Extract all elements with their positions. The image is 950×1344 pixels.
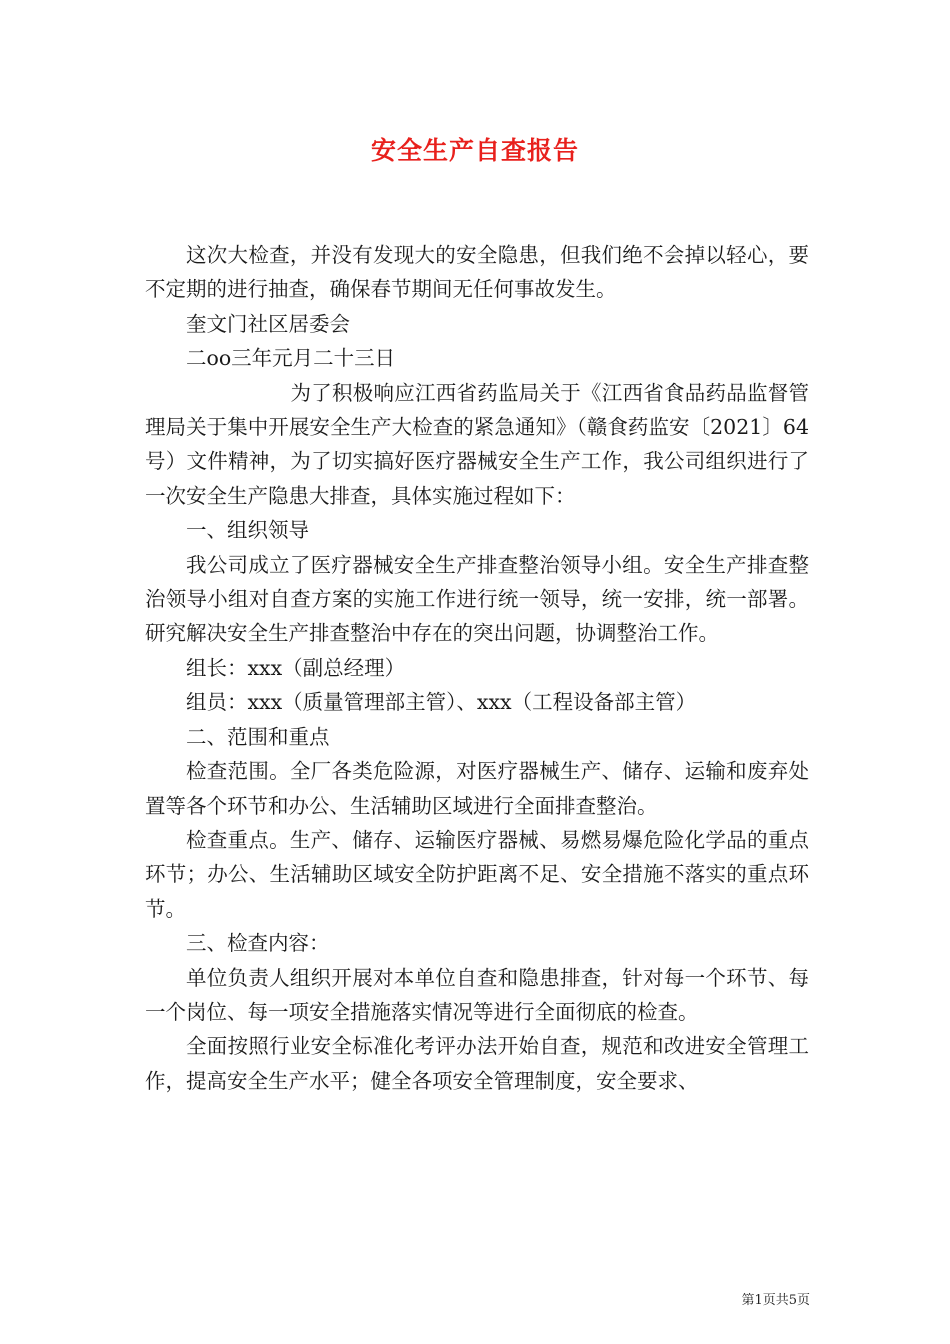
paragraph-conclusion: 这次大检查，并没有发现大的安全隐患，但我们绝不会掉以轻心，要不定期的进行抽查，确保春节期间无任何事故发生。	[145, 243, 809, 302]
page-number: 第1页共5页	[741, 1293, 810, 1308]
paragraph-key-points: 检查重点。生产、储存、运输医疗器械、易燃易爆危险化学品的重点环节；办公、生活辅助区域安全防护距离不足、安全措施不落实的重点环节。	[145, 827, 809, 921]
paragraph-signature-org: 奎文门社区居委会	[186, 311, 350, 336]
paragraph-signature-date: 二oo三年元月二十三日	[186, 346, 396, 371]
paragraph-standards: 全面按照行业安全标准化考评办法开始自查，规范和改进安全管理工作，提高安全生产水平；健全各项安全管理制度，安全要求、	[145, 1034, 809, 1093]
paragraph-intro: 为了积极响应江西省药监局关于《江西省食品药品监督管理局关于集中开展安全生产大检查的紧急通知》（赣食药监安〔2021〕64号）文件精神，为了切实搞好医疗器械安全生产工作，我公司组织进行了一次安全生产隐患大排查，具体实施过程如下：	[145, 380, 809, 508]
section-heading-organization: 一、组织领导	[186, 518, 309, 543]
paragraph-team-leader: 组长：xxx（副总经理）	[186, 655, 406, 680]
section-heading-scope: 二、范围和重点	[186, 724, 330, 749]
paragraph-scope: 检查范围。全厂各类危险源，对医疗器械生产、储存、运输和废弃处置等各个环节和办公、生活辅助区域进行全面排查整治。	[145, 759, 809, 818]
paragraph-organization: 我公司成立了医疗器械安全生产排查整治领导小组。安全生产排查整治领导小组对自查方案的实施工作进行统一领导，统一安排，统一部署。研究解决安全生产排查整治中存在的突出问题，协调整治工作。	[145, 552, 809, 646]
paragraph-team-members: 组员：xxx（质量管理部主管）、xxx（工程设备部主管）	[186, 690, 697, 715]
section-heading-content: 三、检查内容：	[186, 931, 330, 956]
document-title: 安全生产自查报告	[370, 136, 579, 165]
document-body	[145, 238, 809, 1098]
paragraph-self-check: 单位负责人组织开展对本单位自查和隐患排查，针对每一个环节、每一个岗位、每一项安全措施落实情况等进行全面彻底的检查。	[145, 965, 809, 1024]
